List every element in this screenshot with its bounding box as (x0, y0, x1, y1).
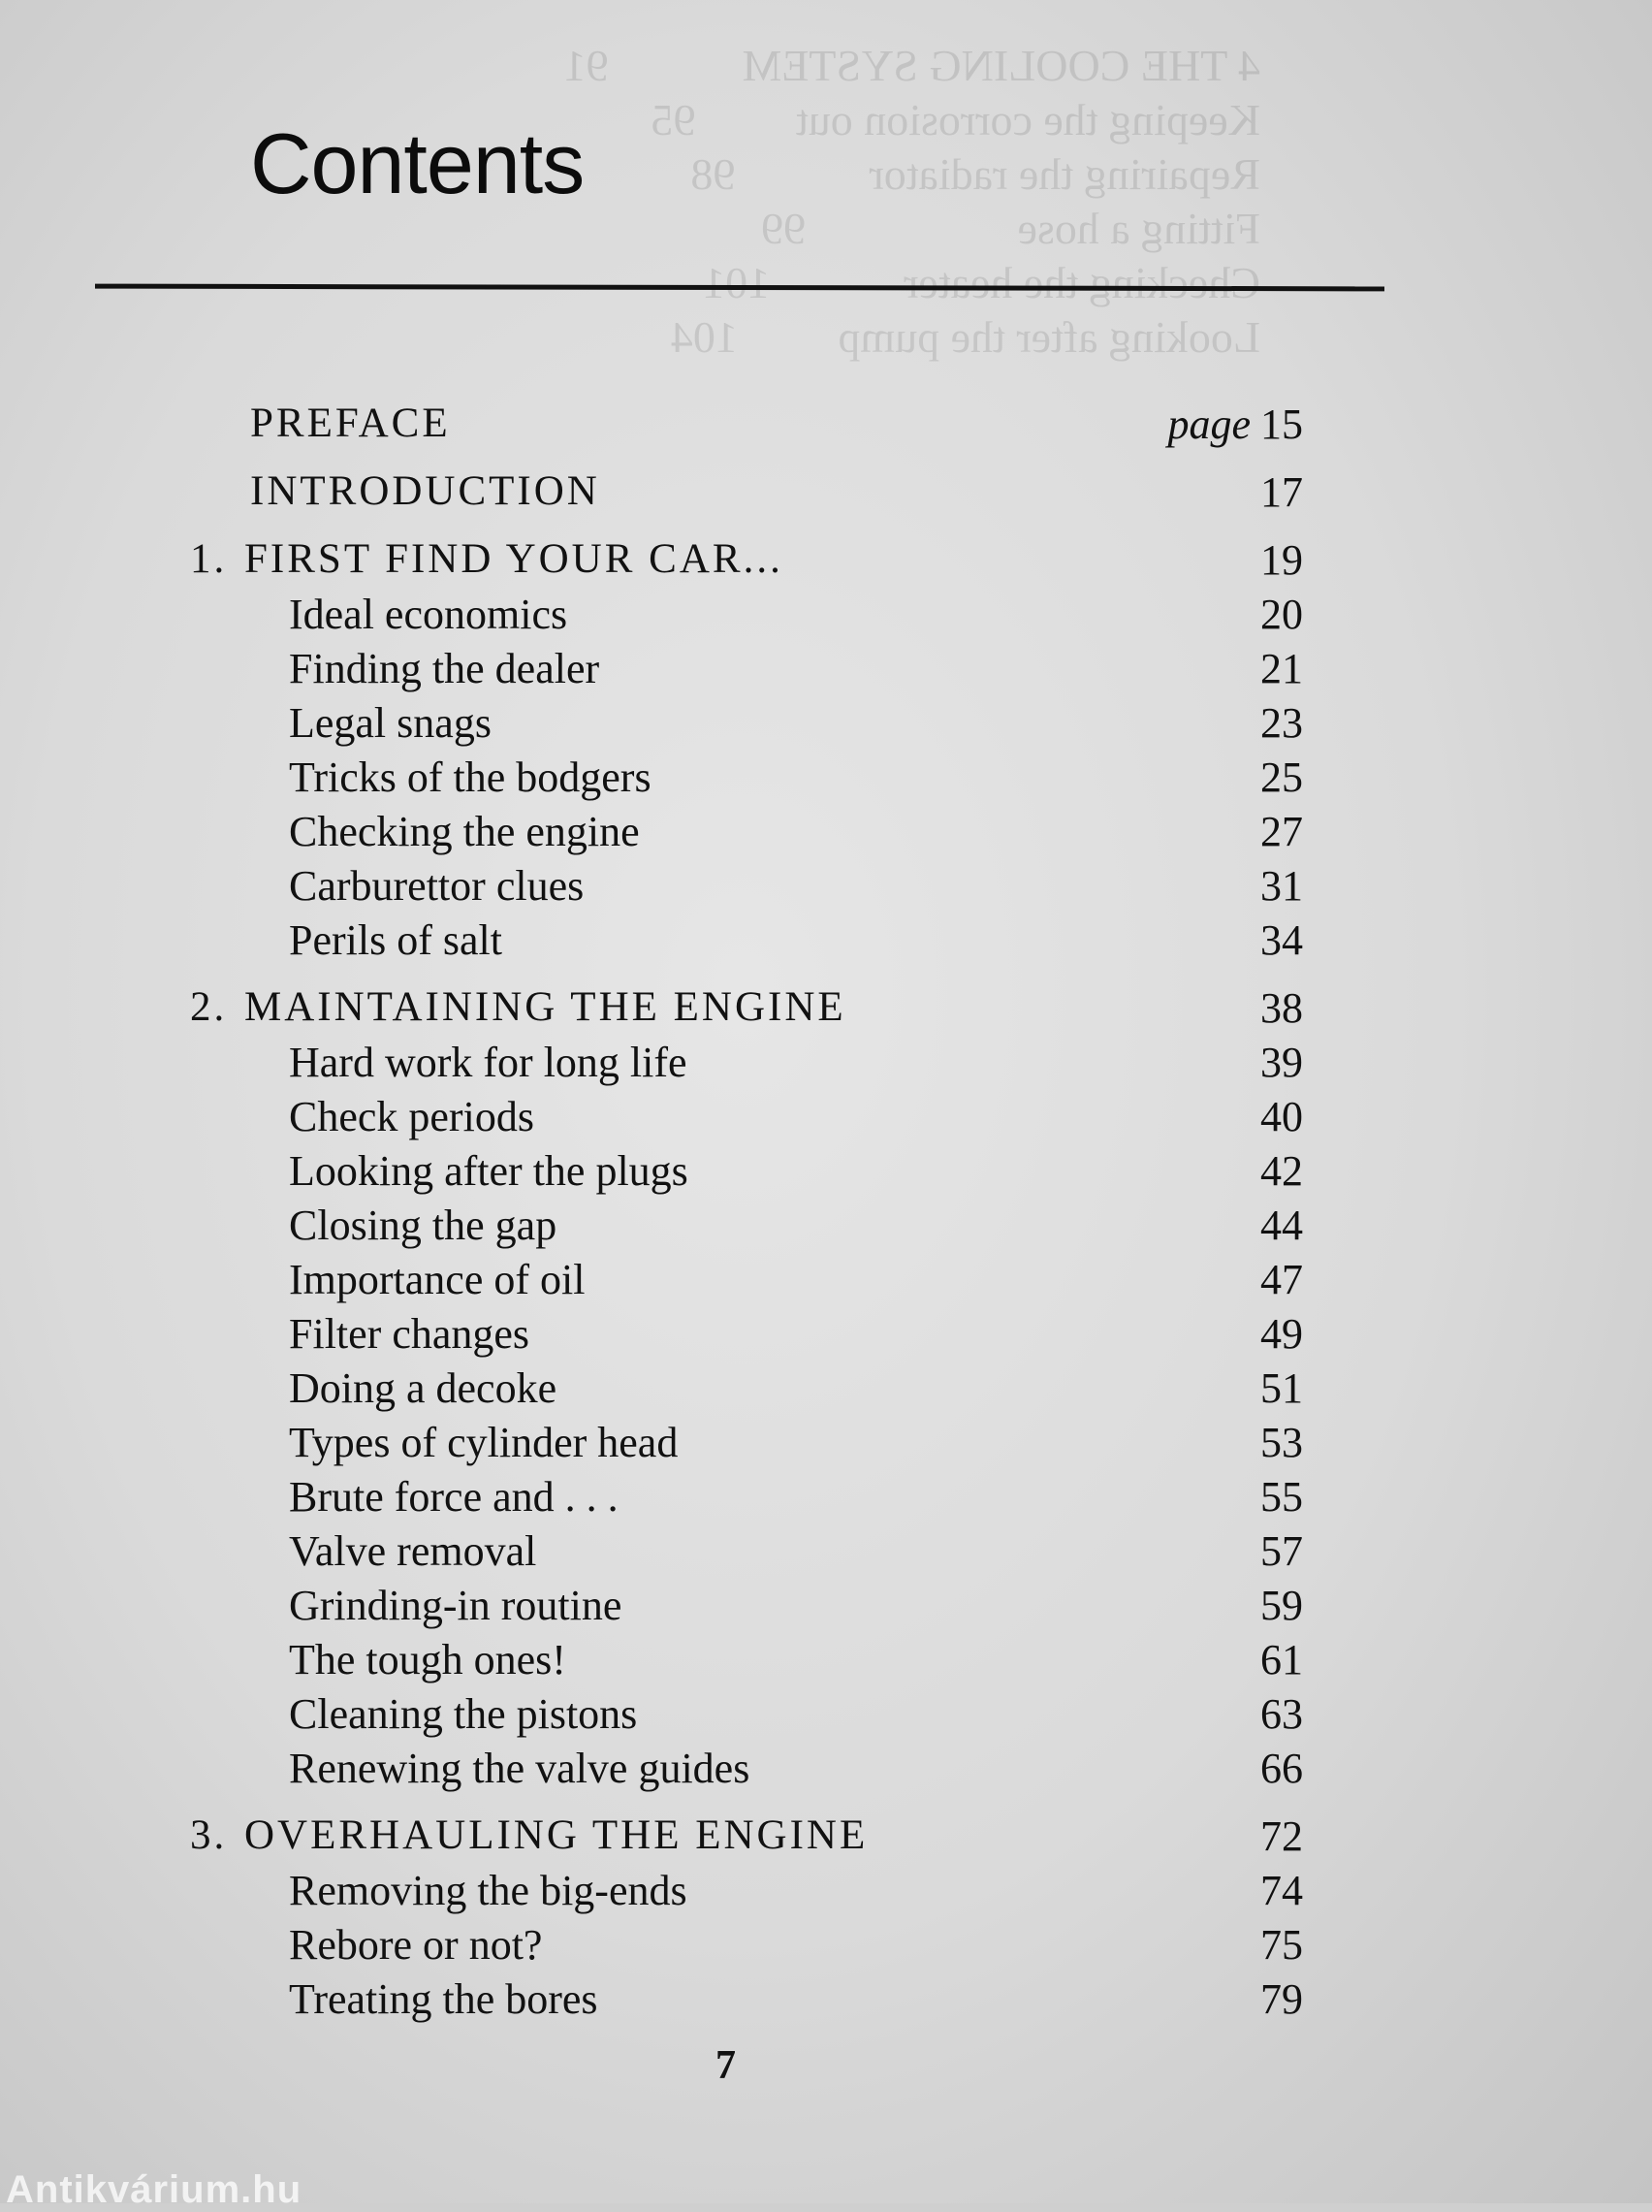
toc-page-number (1260, 1038, 1303, 1087)
page-value: 72 (1260, 1812, 1303, 1860)
page-value: 55 (1260, 1473, 1303, 1521)
page-value: 66 (1260, 1745, 1303, 1792)
toc-entry-label: MAINTAINING THE ENGINE (244, 984, 846, 1030)
toc-subentry (0, 861, 1652, 914)
toc-section (0, 467, 1652, 520)
toc-subentry (0, 1635, 1652, 1687)
toc-page-number (1260, 1255, 1303, 1304)
page-value: 59 (1260, 1582, 1303, 1629)
toc-entry-label: Check periods (289, 1093, 534, 1140)
page-value: 21 (1260, 645, 1303, 692)
toc-page-number (1260, 1811, 1303, 1861)
toc-subentry (0, 753, 1652, 805)
page-value: 15 (1260, 401, 1303, 448)
page-value: 25 (1260, 753, 1303, 801)
toc-page-number (1260, 1689, 1303, 1739)
toc-entry-label: Doing a decoke (289, 1364, 557, 1412)
toc-entry-label: Checking the engine (289, 808, 640, 855)
toc-entry-label: Rebore or not? (289, 1921, 543, 1969)
page-value: 34 (1260, 916, 1303, 964)
page-value: 51 (1260, 1364, 1303, 1412)
page-value: 49 (1260, 1310, 1303, 1358)
toc-page-number (1260, 1866, 1303, 1915)
toc-entry-label: Ideal economics (289, 591, 568, 638)
toc-page-number (1260, 590, 1303, 639)
toc-subentry (0, 1920, 1652, 1972)
toc-entry-label: Finding the dealer (289, 645, 600, 692)
chapter-number: 2. (190, 984, 228, 1030)
toc-subentry (0, 1744, 1652, 1796)
page-value: 20 (1260, 591, 1303, 638)
page-value: 23 (1260, 699, 1303, 747)
page-value: 42 (1260, 1147, 1303, 1195)
page-value: 40 (1260, 1093, 1303, 1140)
toc-entry-label: PREFACE (250, 401, 451, 446)
watermark: Antikvárium.hu (6, 2168, 302, 2211)
page-value: 17 (1260, 468, 1303, 516)
toc-entry-label: Looking after the plugs (289, 1147, 688, 1195)
toc-subentry (0, 1472, 1652, 1524)
toc-entry-label: Renewing the valve guides (289, 1745, 750, 1792)
toc-entry-label: Removing the big-ends (289, 1867, 687, 1914)
toc-entry-label: Valve removal (289, 1527, 537, 1575)
toc-entry-label: Closing the gap (289, 1202, 557, 1249)
toc-page-number (1260, 753, 1303, 802)
toc-section (0, 400, 1652, 452)
page-value: 38 (1260, 984, 1303, 1032)
page-value: 61 (1260, 1636, 1303, 1683)
page-value: 31 (1260, 862, 1303, 910)
toc-subentry (0, 1038, 1652, 1090)
toc-page-number (1260, 1526, 1303, 1576)
toc-page-number (1260, 1092, 1303, 1141)
toc-page-number (1260, 1309, 1303, 1359)
page-value: 63 (1260, 1690, 1303, 1738)
toc-subentry (0, 1255, 1652, 1307)
toc-entry-label: Perils of salt (289, 916, 502, 964)
toc-page-number (1260, 807, 1303, 856)
toc-chapter (0, 1811, 1652, 1864)
toc-page-number (1260, 535, 1303, 585)
toc-entry-label: Tricks of the bodgers (289, 753, 651, 801)
page-value: 27 (1260, 808, 1303, 855)
toc-subentry (0, 1201, 1652, 1253)
page-value: 74 (1260, 1867, 1303, 1914)
toc-entry-label: Filter changes (289, 1310, 530, 1358)
chapter-number: 3. (190, 1812, 228, 1858)
page-value: 47 (1260, 1256, 1303, 1303)
toc-page-number (1260, 1146, 1303, 1196)
toc-page-number (1260, 1920, 1303, 1970)
toc-chapter (0, 983, 1652, 1036)
toc-entry-label: Types of cylinder head (289, 1419, 679, 1466)
toc-subentry (0, 1146, 1652, 1199)
toc-subentry (0, 1092, 1652, 1144)
toc-page-number (1260, 1635, 1303, 1684)
toc-page-number (1260, 1581, 1303, 1630)
page-value: 57 (1260, 1527, 1303, 1575)
toc-subentry (0, 1309, 1652, 1362)
toc-subentry (0, 590, 1652, 642)
page-value: 75 (1260, 1921, 1303, 1969)
toc-page-number (1260, 915, 1303, 965)
toc-page-number (1260, 983, 1303, 1033)
toc-entry-label: INTRODUCTION (250, 468, 600, 514)
toc-entry-label: Hard work for long life (289, 1039, 687, 1086)
page-value: 53 (1260, 1419, 1303, 1466)
toc-page-number (1260, 1974, 1303, 2024)
toc-subentry (0, 915, 1652, 968)
toc-entry-label: Carburettor clues (289, 862, 585, 910)
toc-entry-label: Grinding-in routine (289, 1582, 622, 1629)
toc-page-number (1260, 467, 1303, 517)
page-value: 19 (1260, 536, 1303, 584)
chapter-number: 1. (190, 536, 228, 582)
page-value: 79 (1260, 1975, 1303, 2023)
toc-page-number (1260, 1472, 1303, 1522)
toc-entry-label: FIRST FIND YOUR CAR... (244, 536, 783, 582)
toc-subentry (0, 1581, 1652, 1633)
page-value: 44 (1260, 1202, 1303, 1249)
page-word: page (1167, 401, 1251, 448)
bleed-through-text: 4 THE COOLING SYSTEM 91 Keeping the corrosion out 95 Repairing the radiator 98 Fitting a hose 99 Checking the heater 101 Looking after the pump 104 (563, 41, 1260, 362)
toc-page-number (1260, 644, 1303, 693)
page-number: 7 (715, 2043, 736, 2088)
toc-page-number (1260, 1744, 1303, 1793)
toc-subentry (0, 698, 1652, 751)
toc-subentry (0, 807, 1652, 859)
toc-entry-label: The tough ones! (289, 1636, 566, 1683)
toc-subentry (0, 644, 1652, 696)
toc-page-number (1167, 400, 1303, 449)
toc-entry-label: Importance of oil (289, 1256, 586, 1303)
toc-page-number (1260, 861, 1303, 911)
toc-page-number (1260, 698, 1303, 748)
toc-page-number (1260, 1418, 1303, 1467)
toc-subentry (0, 1689, 1652, 1742)
page-value: 39 (1260, 1039, 1303, 1086)
toc-chapter (0, 535, 1652, 588)
toc-entry-label: Legal snags (289, 699, 492, 747)
toc-entry-label: OVERHAULING THE ENGINE (244, 1812, 869, 1858)
toc-entry-label: Treating the bores (289, 1975, 598, 2023)
toc-subentry (0, 1363, 1652, 1416)
toc-subentry (0, 1418, 1652, 1470)
toc-entry-label: Cleaning the pistons (289, 1690, 638, 1738)
toc-page-number (1260, 1363, 1303, 1413)
toc-subentry (0, 1526, 1652, 1579)
page-title: Contents (250, 115, 585, 211)
toc-subentry (0, 1866, 1652, 1918)
toc-page-number (1260, 1201, 1303, 1250)
toc-entry-label: Brute force and . . . (289, 1473, 619, 1521)
toc-subentry (0, 1974, 1652, 2027)
